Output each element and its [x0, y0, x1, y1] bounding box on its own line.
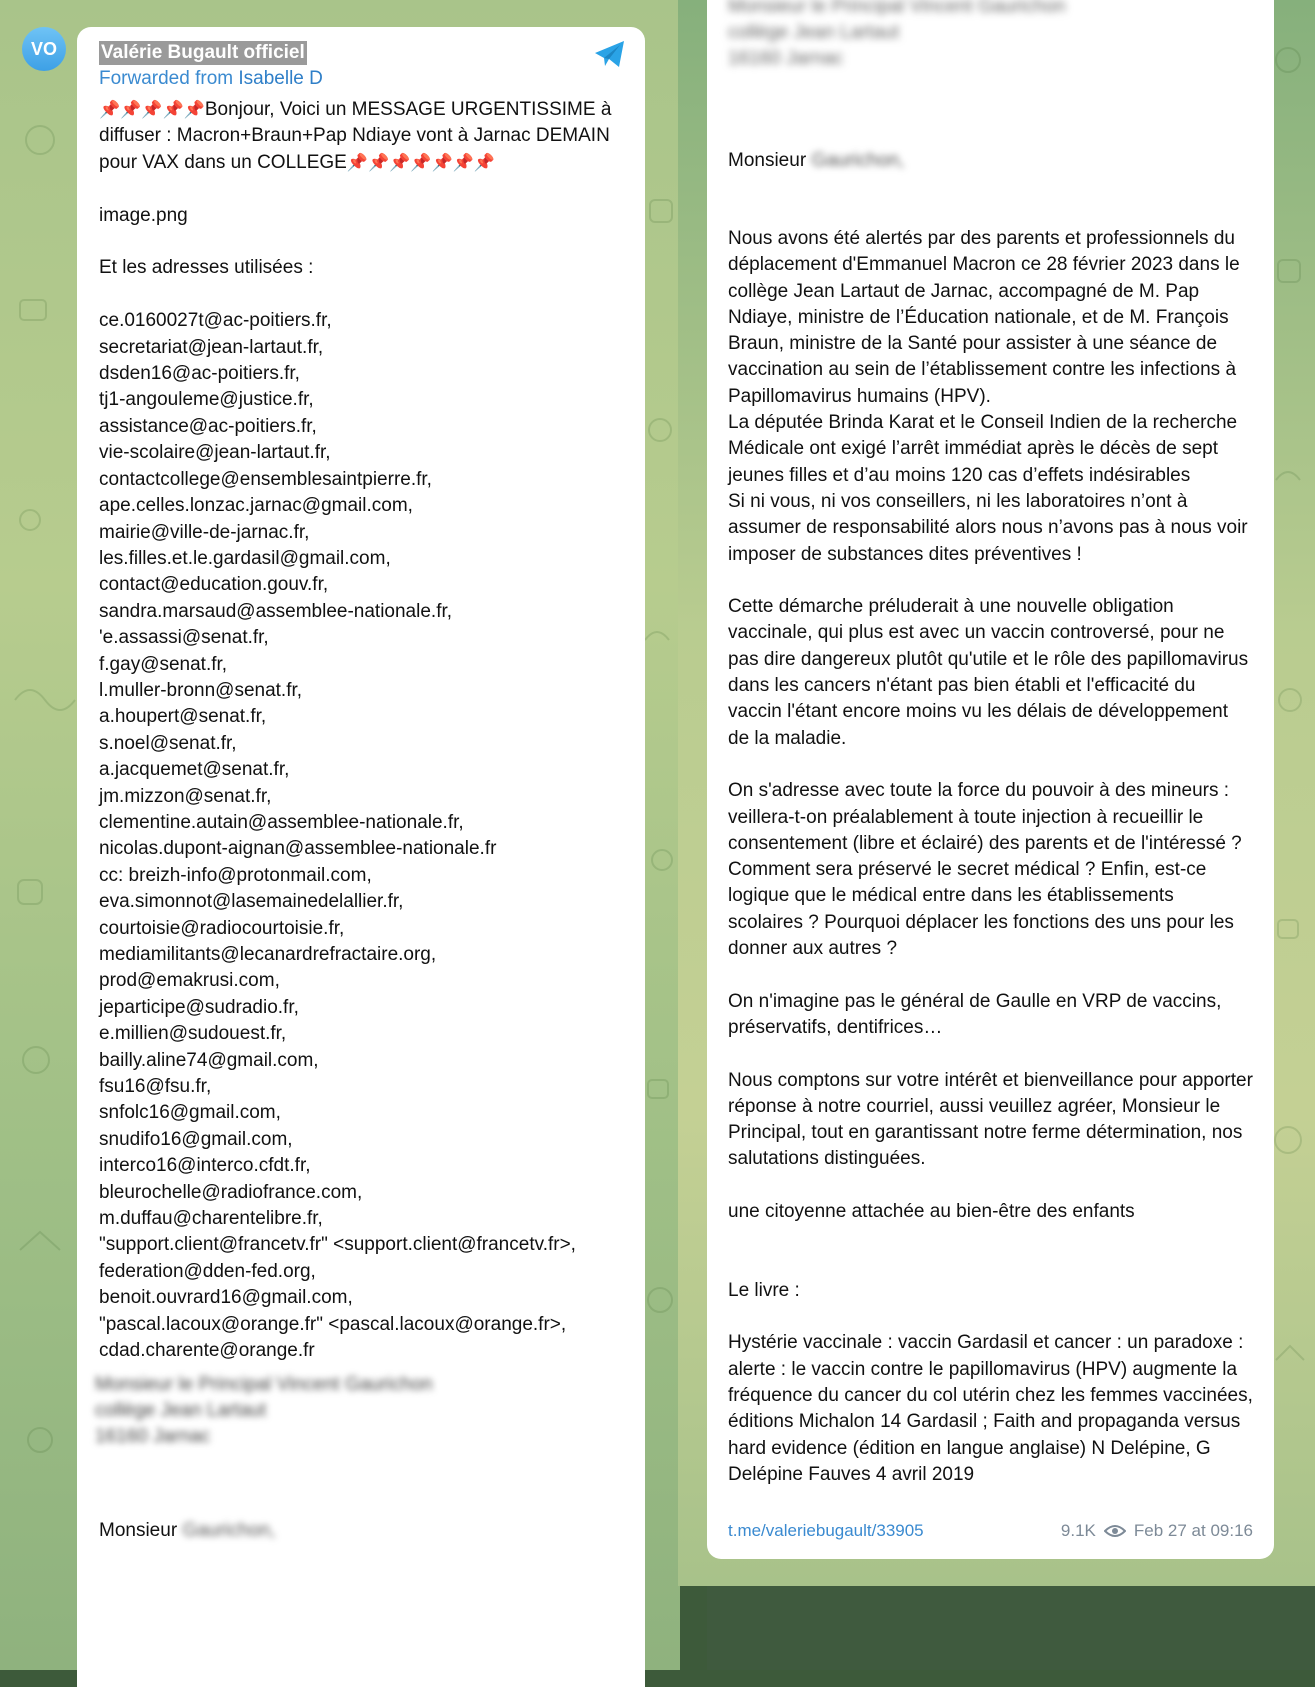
- message-footer: [728, 1521, 1253, 1545]
- message-body-right: [728, 226, 1259, 1488]
- message-body-left: [99, 97, 629, 1365]
- email-address: s.noel@senat.fr,: [99, 732, 237, 754]
- email-address: tj1-angouleme@justice.fr,: [99, 389, 314, 411]
- email-address: 'e.assassi@senat.fr,: [99, 627, 269, 649]
- headline: [99, 99, 617, 173]
- email-address: bailly.aline74@gmail.com,: [99, 1049, 319, 1071]
- email-address: prod@emakrusi.com,: [99, 970, 280, 992]
- email-address: a.houpert@senat.fr,: [99, 706, 267, 728]
- post-link[interactable]: t.me/valeriebugault/33905: [728, 1521, 924, 1540]
- email-address: "support.client@francetv.fr" <support.client@francetv.fr>,: [99, 1234, 576, 1256]
- email-address: f.gay@senat.fr,: [99, 653, 228, 675]
- email-address: fsu16@fsu.fr,: [99, 1076, 212, 1098]
- book-label: Le livre :: [728, 1279, 800, 1301]
- email-address: e.millien@sudouest.fr,: [99, 1023, 287, 1045]
- headline-text: Bonjour, Voici un MESSAGE URGENTISSIME à diffuser : Macron+Braun+Pap Ndiaye vont à Jarnac DEMAIN pour VAX dans un COLLEGE: [99, 99, 617, 173]
- email-address: eva.simonnot@lasemainedelallier.fr,: [99, 891, 404, 913]
- email-address: benoit.ouvrard16@gmail.com,: [99, 1287, 353, 1309]
- email-address: a.jacquemet@senat.fr,: [99, 759, 290, 781]
- email-address: jm.mizzon@senat.fr,: [99, 785, 272, 807]
- address-list: [99, 310, 576, 1361]
- avatar-initials: VO: [30, 38, 57, 59]
- email-address: clementine.autain@assemblee-nationale.fr,: [99, 811, 464, 833]
- blurred-line: 16160 Jarnac: [728, 48, 844, 69]
- email-address: contactcollege@ensemblesaintpierre.fr,: [99, 468, 432, 490]
- email-address: nicolas.dupont-aignan@assemblee-nationale.fr: [99, 838, 497, 860]
- dark-region: [707, 1586, 1315, 1670]
- salutation-blurred: Gaurichon,: [811, 150, 905, 171]
- blurred-line: collège Jean Lartaut: [95, 1400, 267, 1421]
- email-address: cc: breizh-info@protonmail.com,: [99, 864, 372, 886]
- salutation-right: [728, 150, 904, 172]
- pin-icon: 📌📌📌📌📌📌📌: [346, 152, 496, 172]
- pin-icon: 📌📌📌📌📌: [99, 100, 205, 119]
- email-address: cdad.charente@orange.fr: [99, 1340, 315, 1362]
- paragraph: On s'adresse avec toute la force du pouvoir à des mineurs : veillera-t-on préalablement à toute injection à recueillir le consentement (libre et éclairé) des parents et de l'intéressé ? Comment sera préservé le secret médical ? Enfin, est-ce logique que le médical entre dans les établissements scolaires ? Pourquoi déplacer les fonctions des uns pour les donner aux autres ?: [728, 780, 1248, 960]
- blurred-recipient: [95, 1372, 433, 1450]
- email-address: jeparticipe@sudradio.fr,: [99, 996, 299, 1018]
- email-address: mairie@ville-de-jarnac.fr,: [99, 521, 310, 543]
- eye-icon: [1104, 1524, 1126, 1538]
- email-address: vie-scolaire@jean-lartaut.fr,: [99, 442, 331, 464]
- blurred-recipient-top: [728, 0, 1066, 72]
- email-address: les.filles.et.le.gardasil@gmail.com,: [99, 547, 391, 569]
- paragraph: On n'imagine pas le général de Gaulle en VRP de vaccins, préservatifs, dentifrices…: [728, 990, 1227, 1038]
- blurred-line: collège Jean Lartaut: [728, 22, 900, 43]
- paragraph: Cette démarche préluderait à une nouvelle obligation vaccinale, qui plus est avec un vaccin controversé, pour ne pas dire dangereux plutôt qu'utile et le rôle des papillomavirus dans les cancers n'étant pas bien établi et l'efficacité du vaccin l'étant encore moins vu les délais de développement de la maladie.: [728, 596, 1254, 749]
- channel-avatar[interactable]: [22, 27, 66, 71]
- email-address: snudifo16@gmail.com,: [99, 1128, 293, 1150]
- email-address: l.muller-bronn@senat.fr,: [99, 679, 303, 701]
- salutation-word: Monsieur: [99, 1520, 178, 1541]
- salutation-left: [99, 1520, 275, 1542]
- paragraph: Nous comptons sur votre intérêt et bienveillance pour apporter réponse à notre courriel, aussi veuillez agréer, Monsieur le Principal, tout en garantissant notre ferme détermination, nos salutations distinguées.: [728, 1069, 1259, 1170]
- addresses-intro: Et les adresses utilisées :: [99, 257, 314, 279]
- book-text: Hystérie vaccinale : vaccin Gardasil et cancer : un paradoxe : alerte : le vaccin contre le papillomavirus (HPV) augmente la fréquence du cancer du col utérin chez les femmes vaccinées, éditions Michalon 14 Gardasil ; Faith and propaganda versus hard evidence (édition en langue anglaise) N Delépine, G Delépine Fauves 4 avril 2019: [728, 1332, 1259, 1485]
- email-address: m.duffau@charentelibre.fr,: [99, 1208, 323, 1230]
- email-address: sandra.marsaud@assemblee-nationale.fr,: [99, 600, 453, 622]
- blurred-line: Monsieur le Principal Vincent Gaurichon: [728, 0, 1066, 17]
- email-address: contact@education.gouv.fr,: [99, 574, 329, 596]
- paragraph: Nous avons été alertés par des parents et professionnels du déplacement d'Emmanuel Macron ce 28 février 2023 dans le collège Jean Lartaut de Jarnac, accompagné de M. Pap Ndiaye, ministre de l’Éducation nationale, et de M. François Braun, ministre de la Santé pour assister à une séance de vaccination au sein de l’établissement contre les infections à Papillomavirus humains (HPV). La députée Brinda Karat et le Conseil Indien de la recherche Médicale ont exigé l’arrêt immédiat après le décès de sept jeunes filles et d’au moins 120 cas d’effets indésirables Si ni vous, ni vos conseillers, ni les laboratoires n’ont à assumer de responsabilité alors nous n’avons pas à nous voir imposer de substances dites préventives !: [728, 228, 1248, 565]
- email-address: assistance@ac-poitiers.fr,: [99, 415, 317, 437]
- salutation-word: Monsieur: [728, 150, 807, 171]
- telegram-share-icon[interactable]: [593, 39, 627, 69]
- blurred-line: Monsieur le Principal Vincent Gaurichon: [95, 1374, 433, 1395]
- email-address: ape.celles.lonzac.jarnac@gmail.com,: [99, 495, 413, 517]
- message-bubble-right: [707, 0, 1274, 1559]
- email-address: mediamilitants@lecanardrefractaire.org,: [99, 944, 437, 965]
- email-address: dsden16@ac-poitiers.fr,: [99, 363, 300, 385]
- forwarded-from[interactable]: [99, 67, 323, 91]
- salutation-blurred: Gaurichon,: [182, 1520, 276, 1541]
- email-address: federation@dden-fed.org,: [99, 1260, 316, 1282]
- email-address: ce.0160027t@ac-poitiers.fr,: [99, 310, 332, 332]
- view-count: 9.1K: [1060, 1521, 1096, 1540]
- timestamp: Feb 27 at 09:16: [1133, 1521, 1253, 1540]
- email-address: interco16@interco.cfdt.fr,: [99, 1155, 311, 1177]
- message-bubble-left: [77, 27, 645, 1687]
- paragraph: une citoyenne attachée au bien-être des enfants: [728, 1200, 1135, 1222]
- email-address: "pascal.lacoux@orange.fr" <pascal.lacoux@orange.fr>,: [99, 1313, 567, 1335]
- email-address: snfolc16@gmail.com,: [99, 1102, 281, 1124]
- forwarded-name[interactable]: Isabelle D: [238, 68, 323, 89]
- sender-name[interactable]: Valérie Bugault officiel: [101, 42, 305, 63]
- forwarded-label: Forwarded from: [99, 68, 239, 89]
- blurred-line: 16160 Jarnac: [95, 1426, 211, 1447]
- email-address: secretariat@jean-lartaut.fr,: [99, 336, 324, 358]
- email-address: bleurochelle@radiofrance.com,: [99, 1181, 363, 1203]
- message-meta: [1061, 1521, 1253, 1541]
- image-filename: image.png: [99, 204, 188, 226]
- email-address: courtoisie@radiocourtoisie.fr,: [99, 917, 345, 939]
